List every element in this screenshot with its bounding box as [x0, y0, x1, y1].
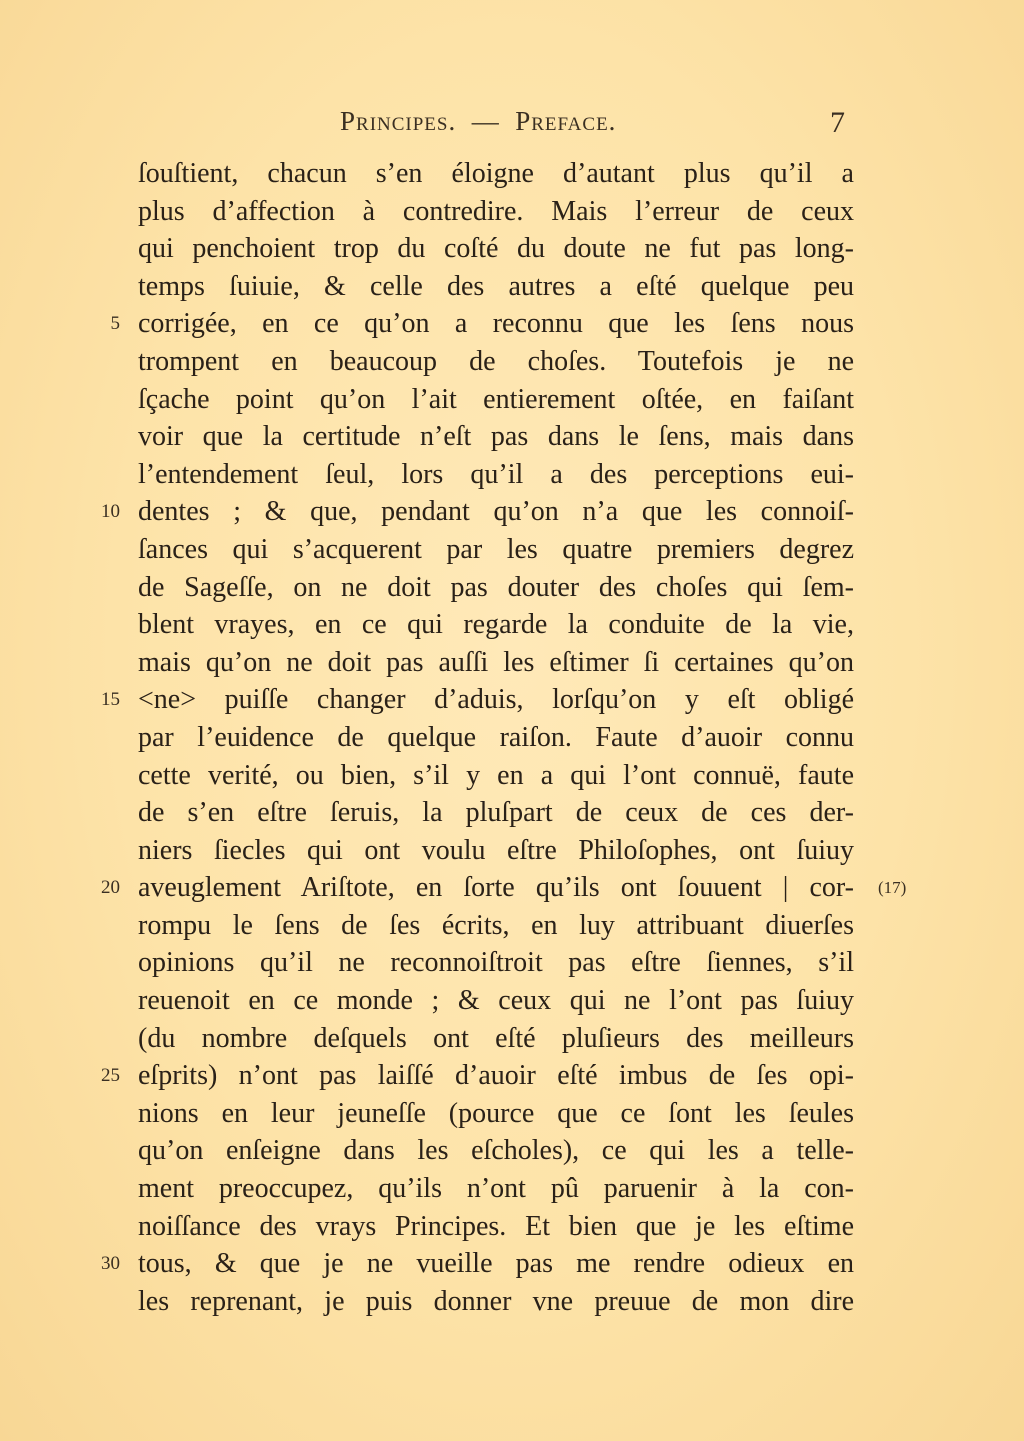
line-text: trompent en beaucoup de choſes. Toutefois je ne	[138, 345, 854, 377]
line-text: rompu le ſens de ſes écrits, en luy attribuant diuerſes	[138, 909, 854, 941]
line-text: <ne> puiſſe changer d’aduis, lorſqu’on y eſt obligé	[138, 684, 854, 716]
line-text: cette verité, ou bien, s’il y en a qui l’ont connuë, faute	[138, 759, 854, 791]
text-line	[0, 644, 1024, 682]
text-line	[0, 869, 1024, 907]
line-number: 25	[101, 1065, 120, 1087]
text-line	[0, 493, 1024, 531]
line-text: de s’en eſtre ſeruis, la pluſpart de ceux de ces der-	[138, 797, 854, 829]
line-text: blent vrayes, en ce qui regarde la conduite de la vie,	[138, 609, 854, 641]
line-text: dentes ; & que, pendant qu’on n’a que les connoiſ-	[138, 496, 854, 528]
line-number: 15	[101, 689, 120, 711]
text-line	[0, 418, 1024, 456]
line-number: 20	[101, 877, 120, 899]
text-line	[0, 230, 1024, 268]
text-line	[0, 456, 1024, 494]
line-text: reuenoit en ce monde ; & ceux qui ne l’ont pas ſuiuy	[138, 985, 854, 1017]
line-text: eſprits) n’ont pas laiſſé d’auoir eſté imbus de ſes opi-	[138, 1060, 854, 1092]
text-line	[0, 569, 1024, 607]
text-line	[0, 1245, 1024, 1283]
line-text: noiſſance des vrays Principes. Et bien que je les eſtime	[138, 1210, 854, 1242]
running-head	[0, 104, 1024, 144]
line-text: corrigée, en ce qu’on a reconnu que les ſens nous	[138, 308, 854, 340]
text-line	[0, 381, 1024, 419]
line-text: tous, & que je ne vueille pas me rendre odieux en	[138, 1248, 854, 1280]
text-line	[0, 681, 1024, 719]
line-text: niers ſiecles qui ont voulu eſtre Philoſophes, ont ſuiuy	[138, 834, 854, 866]
text-line	[0, 268, 1024, 306]
line-text: mais qu’on ne doit pas auſſi les eſtimer ſi certaines qu’on	[138, 646, 854, 678]
running-title: Principes. — Preface.	[340, 106, 617, 136]
text-line	[0, 719, 1024, 757]
line-text: ſouſtient, chacun s’en éloigne d’autant plus qu’il a	[138, 158, 854, 189]
line-text: voir que la certitude n’eſt pas dans le ſens, mais dans	[138, 421, 854, 453]
text-line	[0, 907, 1024, 945]
line-text: ment preoccupez, qu’ils n’ont pû paruenir à la con-	[138, 1173, 854, 1205]
line-text: de Sageſſe, on ne doit pas douter des choſes qui ſem-	[138, 571, 854, 603]
text-line	[0, 832, 1024, 870]
margin-reference: (17)	[878, 878, 907, 898]
line-text: temps ſuiuie, & celle des autres a eſté quelque peu	[138, 270, 854, 302]
line-text: (du nombre deſquels ont eſté pluſieurs des meilleurs	[138, 1022, 854, 1054]
line-text: l’entendement ſeul, lors qu’il a des perceptions eui-	[138, 458, 854, 490]
line-text: plus d’affection à contredire. Mais l’erreur de ceux	[138, 195, 854, 227]
text-line	[0, 1095, 1024, 1133]
text-line	[0, 982, 1024, 1020]
text-line	[0, 794, 1024, 832]
text-line	[0, 531, 1024, 569]
text-line	[0, 1057, 1024, 1095]
text-line	[0, 155, 1024, 193]
line-text: les reprenant, je puis donner vne preuue de mon dire	[138, 1285, 854, 1317]
text-line	[0, 305, 1024, 343]
line-number: 5	[110, 313, 120, 335]
line-text: qui penchoient trop du coſté du doute ne fut pas long-	[138, 233, 854, 265]
text-line	[0, 944, 1024, 982]
line-number: 30	[101, 1253, 120, 1275]
line-text: nions en leur jeuneſſe (pource que ce ſont les ſeules	[138, 1097, 854, 1129]
text-line	[0, 1283, 1024, 1321]
text-line	[0, 1132, 1024, 1170]
line-text: opinions qu’il ne reconnoiſtroit pas eſtre ſiennes, s’il	[138, 947, 854, 979]
text-line	[0, 606, 1024, 644]
text-line	[0, 193, 1024, 231]
text-line	[0, 343, 1024, 381]
page-number: 7	[830, 106, 845, 139]
body-text	[0, 155, 1024, 1320]
text-line	[0, 1020, 1024, 1058]
text-line	[0, 757, 1024, 795]
line-number: 10	[101, 501, 120, 523]
line-text: par l’euidence de quelque raiſon. Faute d’auoir connu	[138, 721, 854, 753]
line-text: ſçache point qu’on l’ait entierement oſtée, en faiſant	[138, 383, 854, 415]
text-line	[0, 1170, 1024, 1208]
line-text: aveuglement Ariſtote, en ſorte qu’ils ont ſouuent | cor-	[138, 872, 854, 904]
text-line	[0, 1208, 1024, 1246]
line-text: qu’on enſeigne dans les eſcholes), ce qui les a telle-	[138, 1135, 854, 1167]
line-text: ſances qui s’acquerent par les quatre premiers degrez	[138, 533, 854, 565]
